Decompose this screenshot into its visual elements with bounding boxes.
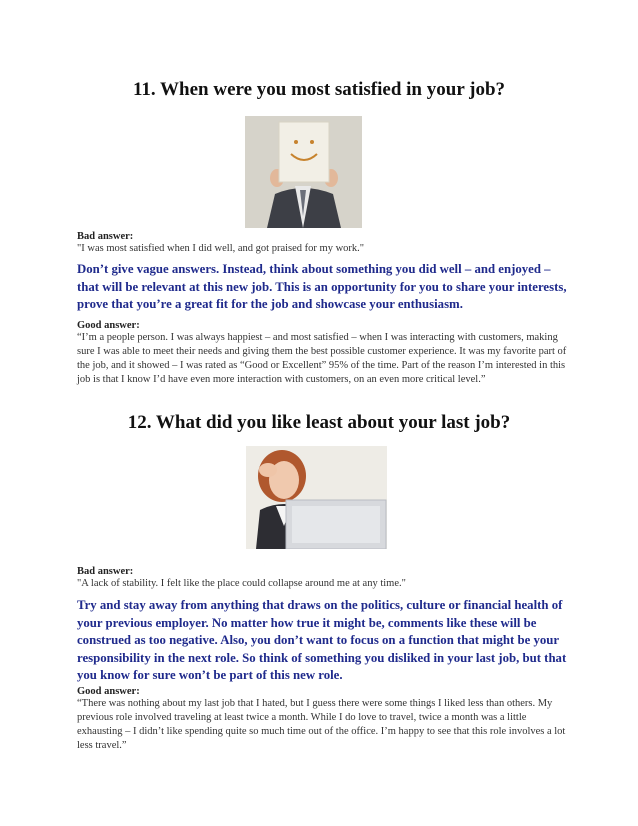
smiley-sign-photo bbox=[245, 116, 362, 228]
q11-bad-answer-block bbox=[77, 231, 567, 256]
q11-title: 11. When were you most satisfied in your job? bbox=[132, 79, 506, 100]
smiley-sign-illustration bbox=[245, 116, 362, 228]
tired-worker-illustration bbox=[246, 446, 387, 549]
tired-worker-photo bbox=[246, 446, 387, 549]
q12-good-label: Good answer: bbox=[77, 686, 140, 697]
q12-bad-answer: "A lack of stability. I felt like the place could collapse around me at any time." bbox=[77, 578, 406, 589]
q12-advice: Try and stay away from anything that draws on the politics, culture or financial health of your previous employer. No matter how true it might be, comments like these will be construed as too negative. Also, you don’t want to focus on a function that might be your responsibility in the next role. So think of something you disliked in your last job, but that you know for sure won’t be part of this new role. bbox=[77, 598, 567, 682]
q11-advice: Don’t give vague answers. Instead, think about something you did well – and enjoyed –that will be relevant at this new job. This is an opportunity for you to share your interests, prove that you’re a great fit for the job and showcase your enthusiasm. bbox=[77, 262, 567, 311]
q11-good-answer-block bbox=[77, 320, 567, 387]
q11-bad-label: Bad answer: bbox=[77, 231, 134, 242]
q12-title: 12. What did you like least about your last job? bbox=[127, 412, 511, 433]
q12-bad-answer-block bbox=[77, 566, 567, 591]
q12-good-answer-block bbox=[77, 686, 567, 753]
q12-advice-block bbox=[77, 597, 567, 685]
q12-good-answer: “There was nothing about my last job that I hated, but I guess there were some things I liked less than others. My previous role involved traveling at least twice a month. While I do love to travel, twice a month was a little exhausting – I didn’t like spending quite so much time out of the office. I’m happy to see that this role involves a lot less travel.” bbox=[77, 698, 566, 751]
q12-bad-label: Bad answer: bbox=[77, 566, 134, 577]
q11-advice-block bbox=[77, 261, 567, 314]
q11-good-label: Good answer: bbox=[77, 320, 140, 331]
q11-bad-answer: "I was most satisfied when I did well, and got praised for my work." bbox=[77, 243, 365, 254]
q11-good-answer: “I’m a people person. I was always happiest – and most satisfied – when I was interacting with customers, making sure I was able to meet their needs and giving them the best possible customer experience. It was my favorite part of the job, and it showed – I was rated as “Good or Excellent” 95% of the time. Part of the reason I’m interested in this job is that I know I’d have even more interaction with customers, on an even more critical level.” bbox=[77, 332, 567, 385]
